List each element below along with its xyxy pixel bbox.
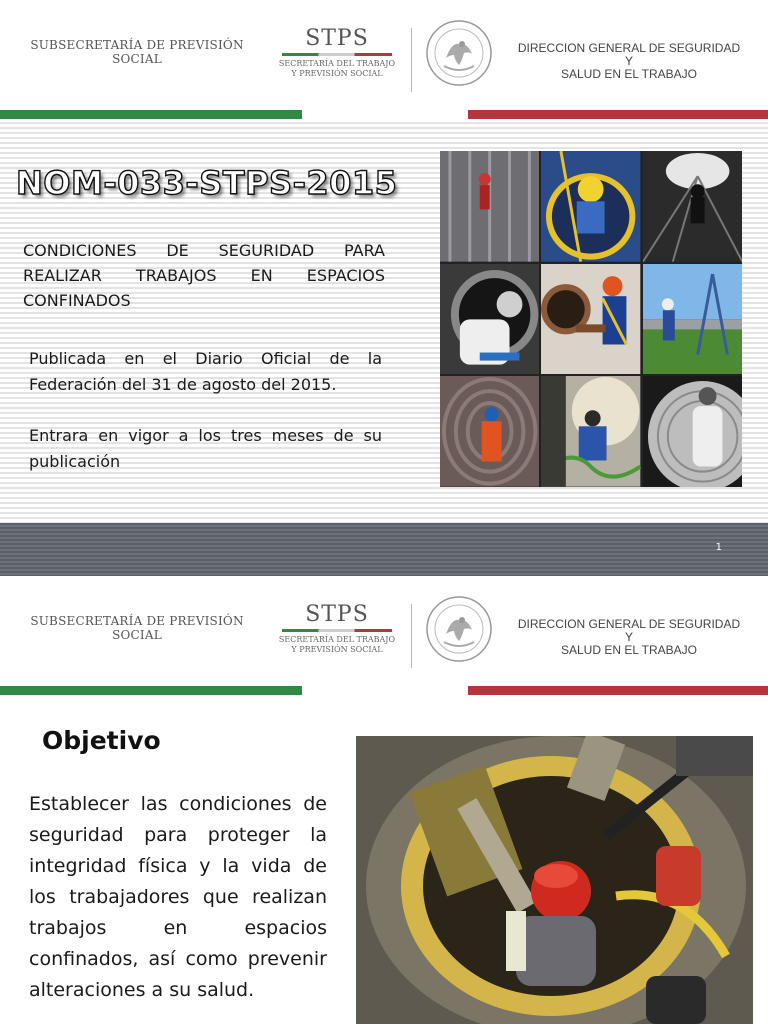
slide-header [0, 576, 768, 686]
slide-footer-bar [0, 523, 768, 576]
stps-logo-subtitle-2: Y PREVISIÓN SOCIAL [291, 69, 383, 78]
slide-2 [0, 576, 768, 1024]
subsecretaria-line-2: SOCIAL [112, 628, 162, 642]
direccion-line-2: SALUD EN EL TRABAJO [560, 67, 698, 81]
direccion-general-label [516, 42, 742, 81]
direccion-general-label [516, 618, 742, 657]
flag-stripe-red [468, 110, 768, 119]
slide-header [0, 0, 768, 110]
flag-stripe-green [0, 686, 302, 695]
slide-subtitle: CONDICIONES DE SEGURIDAD PARA REALIZAR TRABAJOS EN ESPACIOS CONFINADOS [23, 241, 385, 310]
objective-title: Objetivo [42, 726, 161, 755]
stps-logo-tricolor-line [282, 53, 392, 56]
photo-tile-1 [440, 151, 539, 262]
stps-logo-title: STPS [305, 26, 369, 51]
photo-tile-3 [643, 151, 742, 262]
mexico-coat-of-arms-seal-icon [424, 18, 494, 88]
page-number: 1 [715, 542, 722, 553]
publication-text: Publicada en el Diario Oficial de la Federación del 31 de agosto del 2015. [29, 349, 382, 394]
subsecretaria-label [26, 614, 248, 642]
direccion-line-1: DIRECCION GENERAL DE SEGURIDAD Y [517, 41, 741, 68]
stps-logo-subtitle-1: SECRETARÍA DEL TRABAJO [278, 635, 396, 644]
mexico-coat-of-arms-seal-icon [424, 594, 494, 664]
photo-tile-7 [440, 376, 539, 487]
stps-logo-subtitle-2: Y PREVISIÓN SOCIAL [291, 645, 383, 654]
photo-tile-2 [541, 151, 640, 262]
stps-logo [278, 26, 396, 79]
effective-date-text: Entrara en vigor a los tres meses de su publicación [29, 426, 382, 471]
slide-title: NOM-033-STPS-2015 [16, 164, 398, 202]
subsecretaria-line-1: SUBSECRETARÍA DE PREVISIÓN [30, 614, 244, 628]
flag-stripe-green [0, 110, 302, 119]
photo-tile-5 [541, 264, 640, 375]
worker-in-manhole-photo [356, 736, 753, 1024]
confined-space-workers-photo-collage [440, 151, 742, 487]
header-divider [411, 604, 412, 668]
stps-logo-tricolor-line [282, 629, 392, 632]
direccion-line-2: SALUD EN EL TRABAJO [560, 643, 698, 657]
direccion-line-1: DIRECCION GENERAL DE SEGURIDAD Y [517, 617, 741, 644]
subsecretaria-label [26, 38, 248, 66]
subsecretaria-line-1: SUBSECRETARÍA DE PREVISIÓN [30, 38, 244, 52]
header-divider [411, 28, 412, 92]
stps-logo-title: STPS [305, 602, 369, 627]
flag-stripe-red [468, 686, 768, 695]
photo-tile-4 [440, 264, 539, 375]
photo-tile-9 [643, 376, 742, 487]
photo-tile-6 [643, 264, 742, 375]
subsecretaria-line-2: SOCIAL [112, 52, 162, 66]
objective-text: Establecer las condiciones de seguridad para proteger la integridad física y la vida de los trabajadores que realizan trabajos en espacios confinados, así como prevenir alteraciones a su salud. [29, 793, 327, 1001]
stps-logo [278, 602, 396, 655]
stps-logo-subtitle-1: SECRETARÍA DEL TRABAJO [278, 59, 396, 68]
photo-tile-8 [541, 376, 640, 487]
